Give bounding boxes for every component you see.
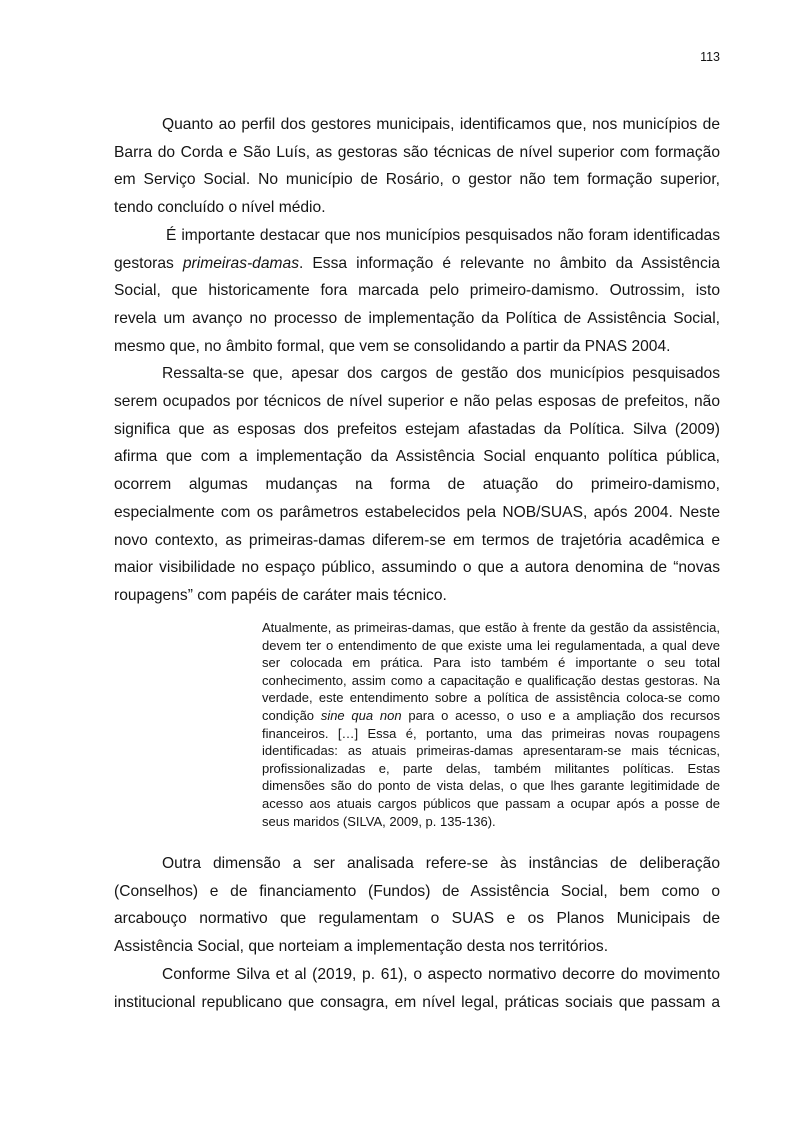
paragraph-line: Assistência Social, que norteiam a implementação desta nos territórios. xyxy=(114,938,609,956)
paragraph-line: (Conselhos) e de financiamento (Fundos) de Assistência Social, bem como o xyxy=(114,882,720,900)
paragraph-line: Social, que historicamente fora marcada pelo primeiro-damismo. Outrossim, isto xyxy=(114,282,720,300)
paragraph-line: especialmente com os parâmetros estabelecidos pela NOB/SUAS, após 2004. Neste xyxy=(114,503,720,521)
paragraph-3 xyxy=(114,360,720,609)
paragraph-line: maior visibilidade no espaço público, assumindo o que a autora denomina de “novas xyxy=(114,559,720,577)
page-number: 113 xyxy=(700,50,720,64)
paragraph-2 xyxy=(114,222,720,361)
line-text: condição xyxy=(262,707,321,723)
paragraph-5 xyxy=(114,961,720,1016)
quote-line: profissionalizadas e, parte delas, também militantes políticas. Estas xyxy=(262,760,720,776)
body-text-before-quote xyxy=(114,111,720,610)
paragraph-4 xyxy=(114,850,720,961)
paragraph-line: significa que as esposas dos prefeitos estejam afastadas da Política. Silva (2009) xyxy=(114,420,720,438)
line-text: . Essa informação é relevante no âmbito da Assistência xyxy=(299,254,720,272)
paragraph-line: institucional republicano que consagra, em nível legal, práticas sociais que passam a xyxy=(114,993,720,1011)
paragraph-line: serem ocupados por técnicos de nível superior e não pelas esposas de prefeitos, não xyxy=(114,393,720,411)
line-text: gestoras xyxy=(114,254,183,272)
paragraph-line: ocorrem algumas mudanças na forma de atuação do primeiro-damismo, xyxy=(114,476,720,494)
quote-line: devem ter o entendimento de que existe uma lei regulamentada, a qual deve xyxy=(262,637,720,653)
quote-line: conhecimento, assim como a capacitação e qualificação destas gestoras. Na xyxy=(262,672,720,688)
paragraph-line xyxy=(114,250,720,278)
line-text: para o acesso, o uso e a ampliação dos recursos xyxy=(401,707,720,723)
paragraph-line: afirma que com a implementação da Assistência Social enquanto política pública, xyxy=(114,448,720,466)
paragraph-line: Barra do Corda e São Luís, as gestoras são técnicas de nível superior com formação xyxy=(114,143,720,161)
quote-line: verdade, este entendimento sobre a política de assistência coloca-se como xyxy=(262,690,720,706)
paragraph-line: Ressalta-se que, apesar dos cargos de gestão dos municípios pesquisados xyxy=(162,365,720,383)
paragraph-line: Outra dimensão a ser analisada refere-se às instâncias de deliberação xyxy=(162,855,720,872)
body-text-after-quote xyxy=(114,850,720,1016)
paragraph-line: mesmo que, no âmbito formal, que vem se consolidando a partir da PNAS 2004. xyxy=(114,337,671,355)
paragraph-line: roupagens” com papéis de caráter mais técnico. xyxy=(114,586,447,604)
paragraph-line: Conforme Silva et al (2019, p. 61), o aspecto normativo decorre do movimento xyxy=(162,965,720,983)
paragraph-line: novo contexto, as primeiras-damas diferem-se em termos de trajetória acadêmica e xyxy=(114,531,720,549)
emphasis-text: primeiras-damas xyxy=(182,254,299,272)
quote-line: acesso aos atuais cargos públicos que passam a ocupar após a posse de xyxy=(262,795,720,811)
block-quote xyxy=(262,619,720,830)
paragraph-line: tendo concluído o nível médio. xyxy=(114,199,326,217)
paragraph-line: em Serviço Social. No município de Rosário, o gestor não tem formação superior, xyxy=(114,171,720,189)
quote-line xyxy=(262,707,720,725)
quote-line: ser colocada em prática. Para isto também é importante o seu total xyxy=(262,655,720,671)
paragraph-1 xyxy=(114,111,720,222)
paragraph-line: revela um avanço no processo de implementação da Política de Assistência Social, xyxy=(114,309,720,327)
quote-line: Atualmente, as primeiras-damas, que estão à frente da gestão da assistência, xyxy=(262,620,720,635)
paragraph-line: arcabouço normativo que regulamentam o SUAS e os Planos Municipais de xyxy=(114,910,720,928)
quote-line: dimensões são do ponto de vista delas, o que lhes garante legitimidade de xyxy=(262,778,720,794)
quote-line: financeiros. […] Essa é, portanto, uma das primeiras novas roupagens xyxy=(262,725,720,741)
quote-line: identificadas: as atuais primeiras-damas apresentaram-se mais técnicas, xyxy=(262,743,720,759)
quote-line: seus maridos (SILVA, 2009, p. 135-136). xyxy=(262,813,496,829)
emphasis-text: sine qua non xyxy=(320,707,402,723)
paragraph-line: Quanto ao perfil dos gestores municipais, identificamos que, nos municípios de xyxy=(162,116,720,133)
paragraph-line: É importante destacar que nos municípios pesquisados não foram identificadas xyxy=(166,226,720,244)
